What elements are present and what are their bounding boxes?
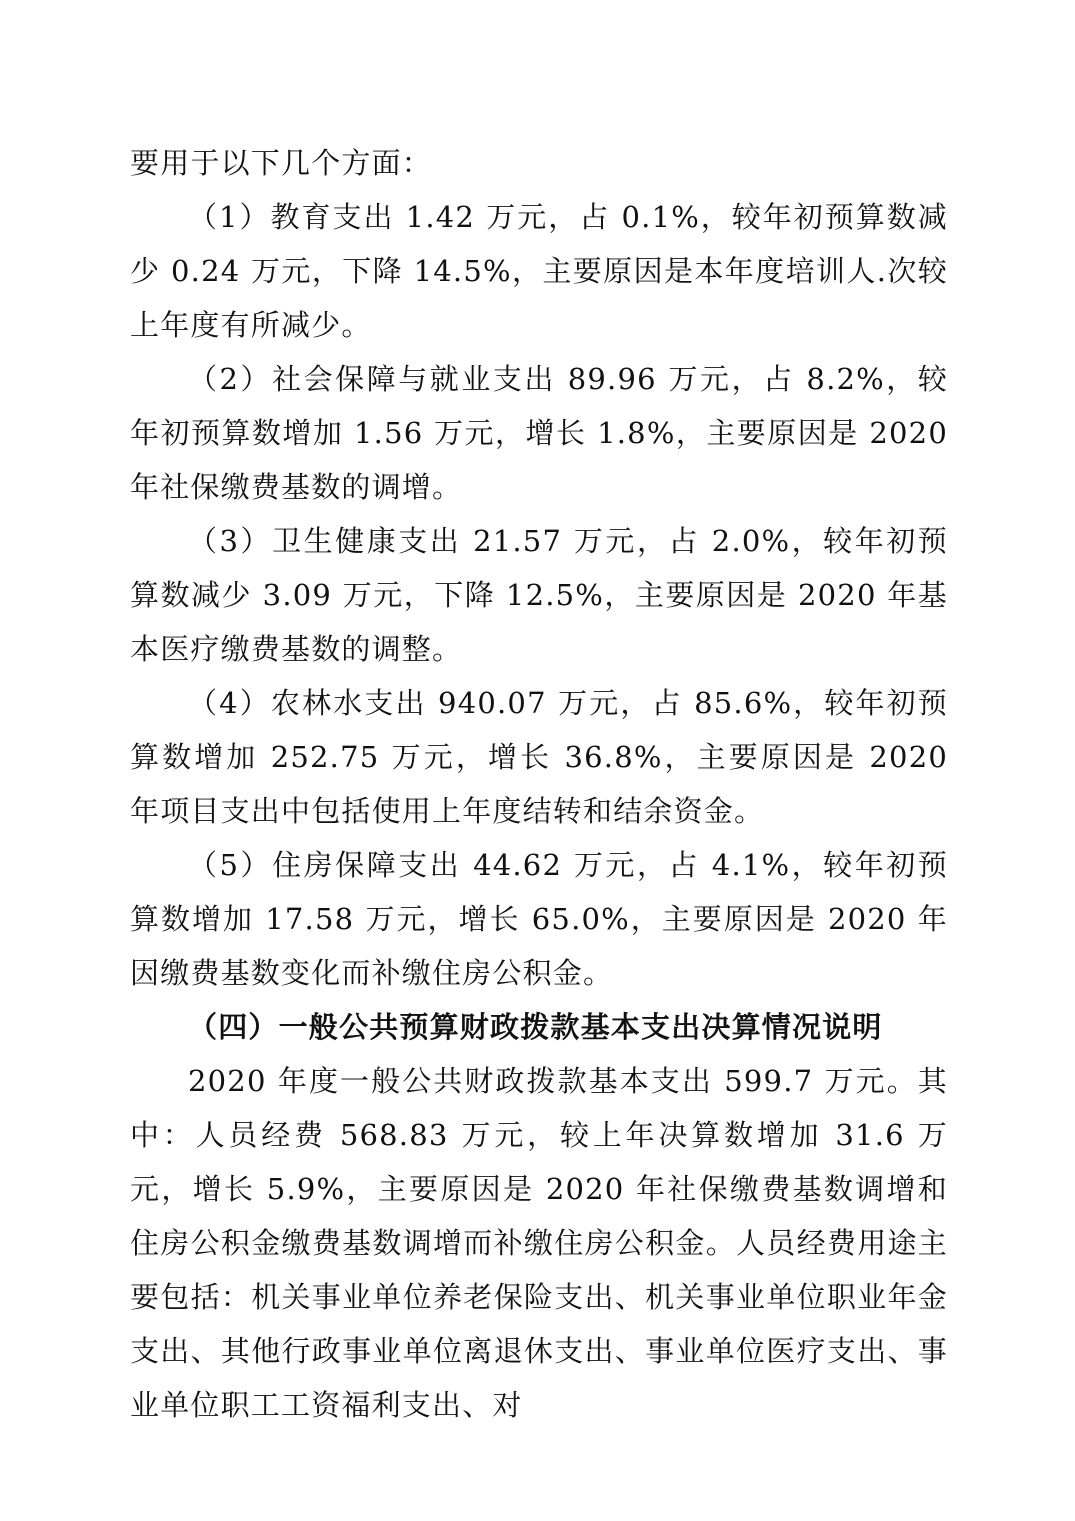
- item-agriculture: （4）农林水支出 940.07 万元，占 85.6%，较年初预算数增加 252.75 万元，增长 36.8%，主要原因是 2020 年项目支出中包括使用上年度结转和结余资金。: [130, 686, 948, 828]
- item-health: （3）卫生健康支出 21.57 万元，占 2.0%，较年初预算数减少 3.09 万元，下降 12.5%，主要原因是 2020 年基本医疗缴费基数的调整。: [130, 524, 948, 666]
- item-housing: （5）住房保障支出 44.62 万元，占 4.1%，较年初预算数增加 17.58 万元，增长 65.0%，主要原因是 2020 年因缴费基数变化而补缴住房公积金。: [130, 848, 948, 990]
- section-body: 2020 年度一般公共财政拨款基本支出 599.7 万元。其中：人员经费 568.83 万元，较上年决算数增加 31.6 万元，增长 5.9%，主要原因是 2020 年社保缴费基数调增和住房公积金缴费基数调增而补缴住房公积金。人员经费用途主要包括：机关事业单位养老保险支出、机关事业单位职业年金支出、其他行政事业单位离退休支出、事业单位医疗支出、事业单位职工工资福利支出、对: [130, 1064, 948, 1422]
- intro-paragraph: 要用于以下几个方面：: [130, 146, 433, 180]
- section-heading: （四）一般公共预算财政拨款基本支出决算情况说明: [188, 1010, 883, 1044]
- document-body: [130, 136, 948, 1432]
- item-social-security: （2）社会保障与就业支出 89.96 万元，占 8.2%，较年初预算数增加 1.56 万元，增长 1.8%，主要原因是 2020 年社保缴费基数的调增。: [130, 362, 948, 504]
- item-education: （1）教育支出 1.42 万元，占 0.1%，较年初预算数减少 0.24 万元，下降 14.5%，主要原因是本年度培训人.次较上年度有所减少。: [130, 200, 948, 342]
